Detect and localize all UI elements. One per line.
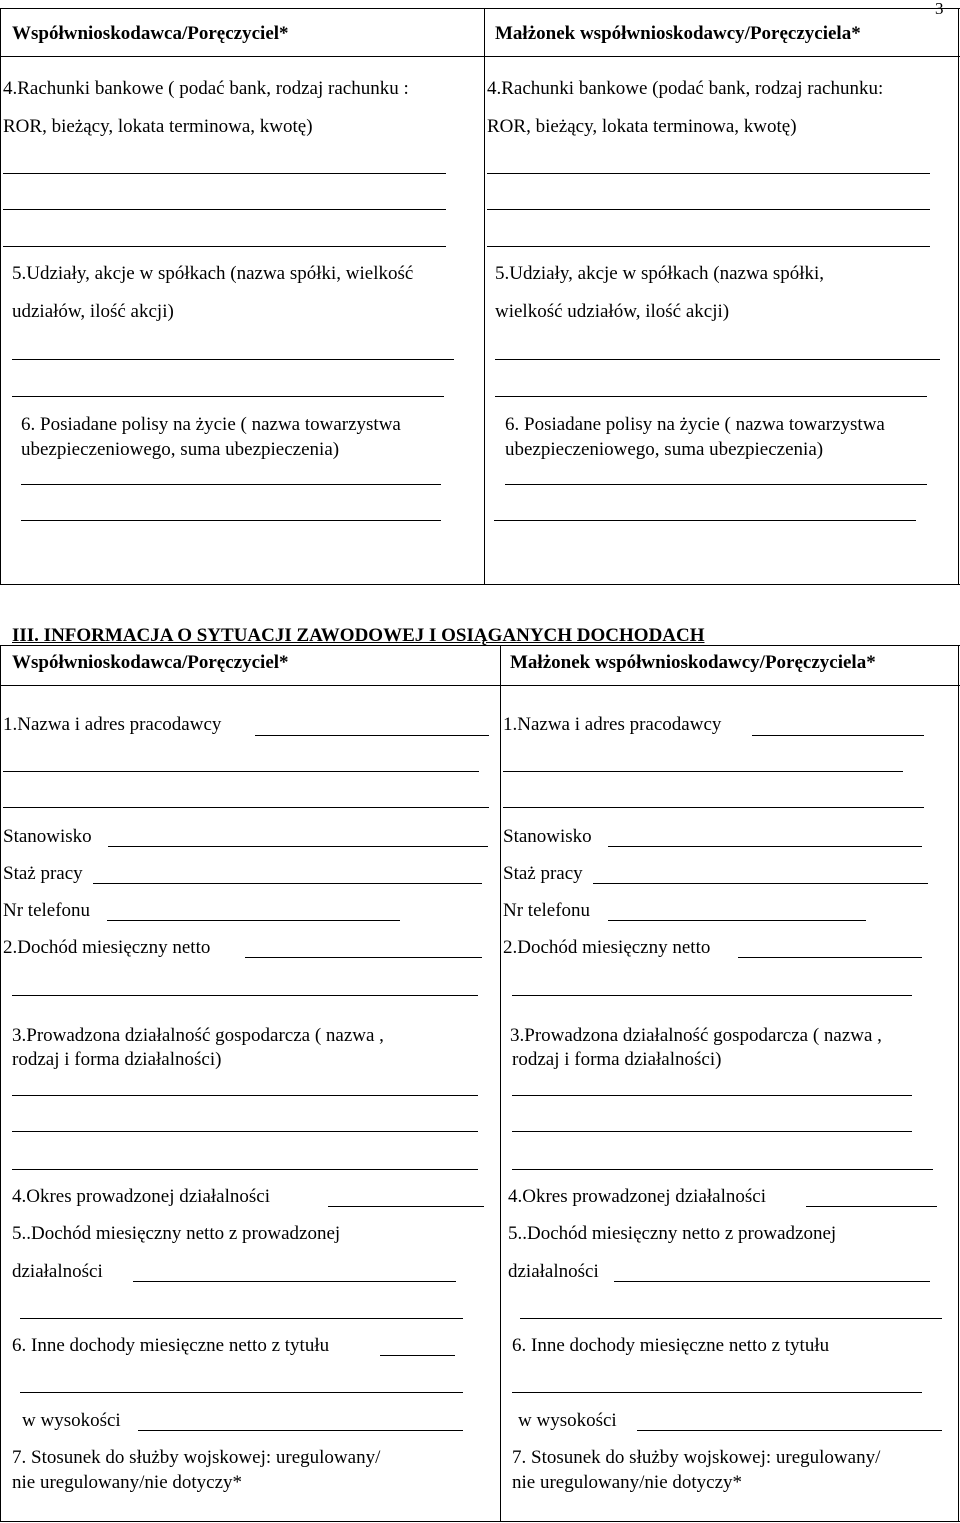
spouse-life-insurance-field[interactable] [494,520,916,521]
table-border-left [0,645,1,1522]
life-insurance-field[interactable] [21,484,441,485]
spouse-amount-field[interactable] [637,1430,942,1431]
business-field[interactable] [12,1095,478,1096]
seniority-field[interactable] [93,883,482,884]
table-border-top [0,645,960,646]
table-header-divider [0,56,960,57]
business-period-field[interactable] [328,1206,484,1207]
business-label: 3.Prowadzona działalność gospodarcza ( nazwa , [12,1025,384,1046]
income-field[interactable] [245,957,482,958]
spouse-amount-label: w wysokości [518,1410,617,1431]
position-field[interactable] [108,846,488,847]
other-income-field[interactable] [20,1392,463,1393]
spouse-employer-field[interactable] [752,735,924,736]
table-column-divider [500,645,501,1522]
spouse-military-label: 7. Stosunek do służby wojskowej: uregulowany/ [512,1447,881,1468]
business-income-label: 5..Dochód miesięczny netto z prowadzonej [12,1223,341,1244]
spouse-other-income-label: 6. Inne dochody miesięczne netto z tytułu [512,1335,830,1356]
section-title: III. INFORMACJA O SYTUACJI ZAWODOWEJ I OSIĄGANYCH DOCHODACH [12,625,705,646]
bank-accounts-field[interactable] [3,173,446,174]
spouse-bank-accounts-label: 4.Rachunki bankowe (podać bank, rodzaj rachunku: [487,78,884,99]
spouse-life-insurance-field[interactable] [505,484,927,485]
life-insurance-label: 6. Posiadane polisy na życie ( nazwa towarzystwa [21,414,401,435]
table-border-bottom [0,584,960,585]
spouse-business-label-cont: rodzaj i forma działalności) [512,1049,722,1070]
bank-accounts-label-cont: ROR, bieżący, lokata terminowa, kwotę) [3,116,313,137]
business-income-field[interactable] [20,1318,463,1319]
spouse-header: Małżonek współwnioskodawcy/Poręczyciela* [495,23,861,44]
bank-accounts-field[interactable] [3,209,446,210]
military-label: 7. Stosunek do służby wojskowej: uregulowany/ [12,1447,381,1468]
spouse-business-field[interactable] [512,1169,933,1170]
spouse-business-income-label: 5..Dochód miesięczny netto z prowadzonej [508,1223,837,1244]
shares-field[interactable] [12,396,444,397]
business-label-cont: rodzaj i forma działalności) [12,1049,222,1070]
shares-label: 5.Udziały, akcje w spółkach (nazwa spółki, wielkość [12,263,414,284]
table-column-divider [484,8,485,585]
spouse-seniority-field[interactable] [593,883,928,884]
spouse-income-label: 2.Dochód miesięczny netto [503,937,711,958]
spouse-business-field[interactable] [512,1095,912,1096]
spouse-phone-field[interactable] [608,920,866,921]
bank-accounts-field[interactable] [3,246,446,247]
spouse-shares-field[interactable] [495,396,927,397]
spouse-business-income-label-cont: działalności [508,1261,599,1282]
business-income-field[interactable] [133,1281,456,1282]
spouse-business-income-field[interactable] [614,1281,930,1282]
business-income-label-cont: działalności [12,1261,103,1282]
position-label: Stanowisko [3,826,92,847]
table-border-left [0,8,1,585]
spouse-income-field[interactable] [738,957,922,958]
spouse-employer-field[interactable] [503,771,903,772]
business-period-label: 4.Okres prowadzonej działalności [12,1186,270,1207]
spouse-business-period-field[interactable] [806,1206,937,1207]
shares-label-cont: udziałów, ilość akcji) [12,301,174,322]
amount-label: w wysokości [22,1410,121,1431]
income-label: 2.Dochód miesięczny netto [3,937,211,958]
page-number: 3 [935,0,944,18]
spouse-life-insurance-label: 6. Posiadane polisy na życie ( nazwa towarzystwa [505,414,885,435]
spouse-business-income-field[interactable] [520,1318,942,1319]
phone-label: Nr telefonu [3,900,91,921]
military-label-cont: nie uregulowany/nie dotyczy* [12,1472,243,1493]
spouse-business-period-label: 4.Okres prowadzonej działalności [508,1186,766,1207]
seniority-label: Staż pracy [3,863,83,884]
spouse-shares-field[interactable] [495,359,940,360]
spouse-shares-label-cont: wielkość udziałów, ilość akcji) [495,301,730,322]
spouse-phone-label: Nr telefonu [503,900,591,921]
other-income-field[interactable] [380,1355,455,1356]
amount-field[interactable] [138,1430,463,1431]
other-income-label: 6. Inne dochody miesięczne netto z tytułu [12,1335,330,1356]
spouse-position-field[interactable] [608,846,922,847]
spouse-employer-label: 1.Nazwa i adres pracodawcy [503,714,722,735]
table-border-top [0,8,960,9]
spouse-business-label: 3.Prowadzona działalność gospodarcza ( nazwa , [510,1025,882,1046]
employer-field[interactable] [3,771,479,772]
bank-accounts-label: 4.Rachunki bankowe ( podać bank, rodzaj rachunku : [3,78,409,99]
spouse-position-label: Stanowisko [503,826,592,847]
shares-field[interactable] [12,359,454,360]
table-border-right [958,8,959,585]
spouse-bank-accounts-field[interactable] [487,209,930,210]
employer-field[interactable] [3,807,489,808]
employer-label: 1.Nazwa i adres pracodawcy [3,714,222,735]
spouse-income-field[interactable] [512,995,912,996]
spouse-other-income-field[interactable] [512,1392,922,1393]
spouse-employer-field[interactable] [503,807,924,808]
co-applicant-header: Współwnioskodawca/Poręczyciel* [12,23,289,44]
table-header-divider [0,685,960,686]
spouse-seniority-label: Staż pracy [503,863,583,884]
table-border-bottom [0,1521,960,1522]
spouse-header: Małżonek współwnioskodawcy/Poręczyciela* [510,652,876,673]
spouse-life-insurance-label-cont: ubezpieczeniowego, suma ubezpieczenia) [505,439,824,460]
spouse-bank-accounts-field[interactable] [487,173,930,174]
spouse-business-field[interactable] [512,1131,912,1132]
employer-field[interactable] [255,735,489,736]
table-border-right [958,645,959,1522]
spouse-bank-accounts-field[interactable] [487,246,930,247]
business-field[interactable] [12,1169,478,1170]
spouse-shares-label: 5.Udziały, akcje w spółkach (nazwa spółki, [495,263,825,284]
life-insurance-label-cont: ubezpieczeniowego, suma ubezpieczenia) [21,439,340,460]
life-insurance-field[interactable] [21,520,441,521]
phone-field[interactable] [107,920,400,921]
spouse-bank-accounts-label-cont: ROR, bieżący, lokata terminowa, kwotę) [487,116,797,137]
business-field[interactable] [12,1131,478,1132]
income-field[interactable] [12,995,478,996]
co-applicant-header: Współwnioskodawca/Poręczyciel* [12,652,289,673]
spouse-military-label-cont: nie uregulowany/nie dotyczy* [512,1472,743,1493]
